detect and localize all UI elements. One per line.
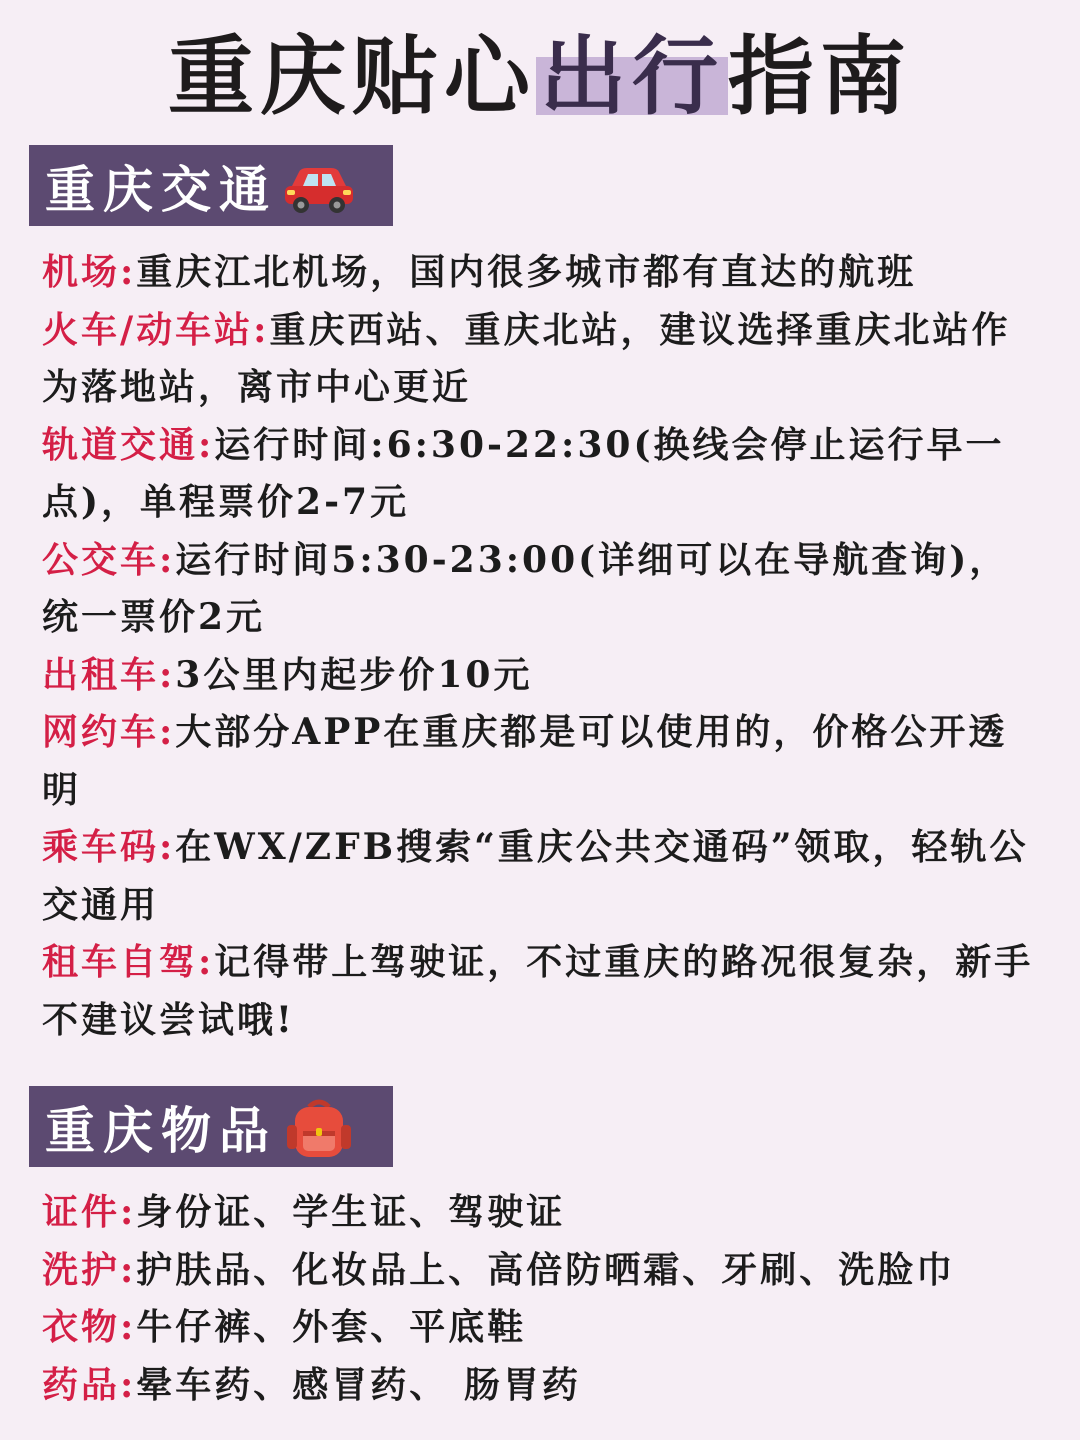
item-key: 租车自驾: xyxy=(42,941,215,983)
item-text: 记得带上驾驶证，不过重庆的路况很复杂，新手不建议尝试哦! xyxy=(42,941,1034,1041)
item-key: 证件: xyxy=(42,1191,137,1233)
list-item xyxy=(42,1357,1042,1415)
title-highlight: 出行 xyxy=(536,27,728,127)
title-part1: 重庆贴心 xyxy=(168,27,536,127)
item-text: 晕车药、感冒药、 肠胃药 xyxy=(136,1363,581,1406)
list-item xyxy=(42,819,1042,934)
item-key: 机场: xyxy=(42,251,137,293)
list-item xyxy=(42,934,1042,1049)
item-text: 3公里内起步价10元 xyxy=(175,653,533,696)
page-title xyxy=(0,22,1080,132)
item-text: 身份证、学生证、驾驶证 xyxy=(136,1191,566,1233)
transport-list xyxy=(42,244,1042,1049)
section-header-transport xyxy=(29,145,393,226)
item-key: 火车/动车站: xyxy=(42,308,270,351)
item-key: 公交车: xyxy=(42,538,176,581)
item-text: 运行时间5:30-23:00(详细可以在导航查询)，统一票价2元 xyxy=(42,538,1009,638)
items-list xyxy=(42,1184,1042,1414)
list-item xyxy=(42,302,1042,417)
list-item xyxy=(42,647,1042,705)
list-item xyxy=(42,1184,1042,1242)
list-item xyxy=(42,532,1042,647)
item-text: 在WX/ZFB搜索“重庆公共交通码”领取，轻轨公交通用 xyxy=(42,826,1029,926)
item-key: 网约车: xyxy=(42,711,176,753)
item-key: 乘车码: xyxy=(42,826,176,868)
item-text: 重庆西站、重庆北站，建议选择重庆北站作为落地站，离市中心更近 xyxy=(42,308,1011,408)
item-key: 轨道交通: xyxy=(42,423,215,466)
list-item xyxy=(42,1299,1042,1357)
item-text: 运行时间:6:30-22:30(换线会停止运行早一点)，单程票价2-7元 xyxy=(42,423,1005,523)
list-item xyxy=(42,704,1042,819)
list-item xyxy=(42,244,1042,302)
section-header-items xyxy=(29,1086,393,1167)
item-key: 出租车: xyxy=(42,653,176,696)
section-heading-transport: 重庆交通 xyxy=(45,159,277,219)
item-key: 衣物: xyxy=(42,1306,137,1348)
item-text: 牛仔裤、外套、平底鞋 xyxy=(136,1306,527,1348)
item-text: 重庆江北机场，国内很多城市都有直达的航班 xyxy=(136,251,917,293)
backpack-icon xyxy=(281,1097,357,1157)
list-item xyxy=(42,417,1042,532)
title-part2: 指南 xyxy=(728,27,912,127)
item-text: 护肤品、化妆品上、高倍防晒霜、牙刷、洗脸巾 xyxy=(136,1248,956,1291)
item-text: 大部分APP在重庆都是可以使用的，价格公开透明 xyxy=(42,711,1008,811)
item-key: 药品: xyxy=(42,1363,137,1406)
section-heading-items: 重庆物品 xyxy=(45,1100,277,1160)
list-item xyxy=(42,1242,1042,1300)
item-key: 洗护: xyxy=(42,1248,137,1291)
car-icon xyxy=(281,156,357,216)
